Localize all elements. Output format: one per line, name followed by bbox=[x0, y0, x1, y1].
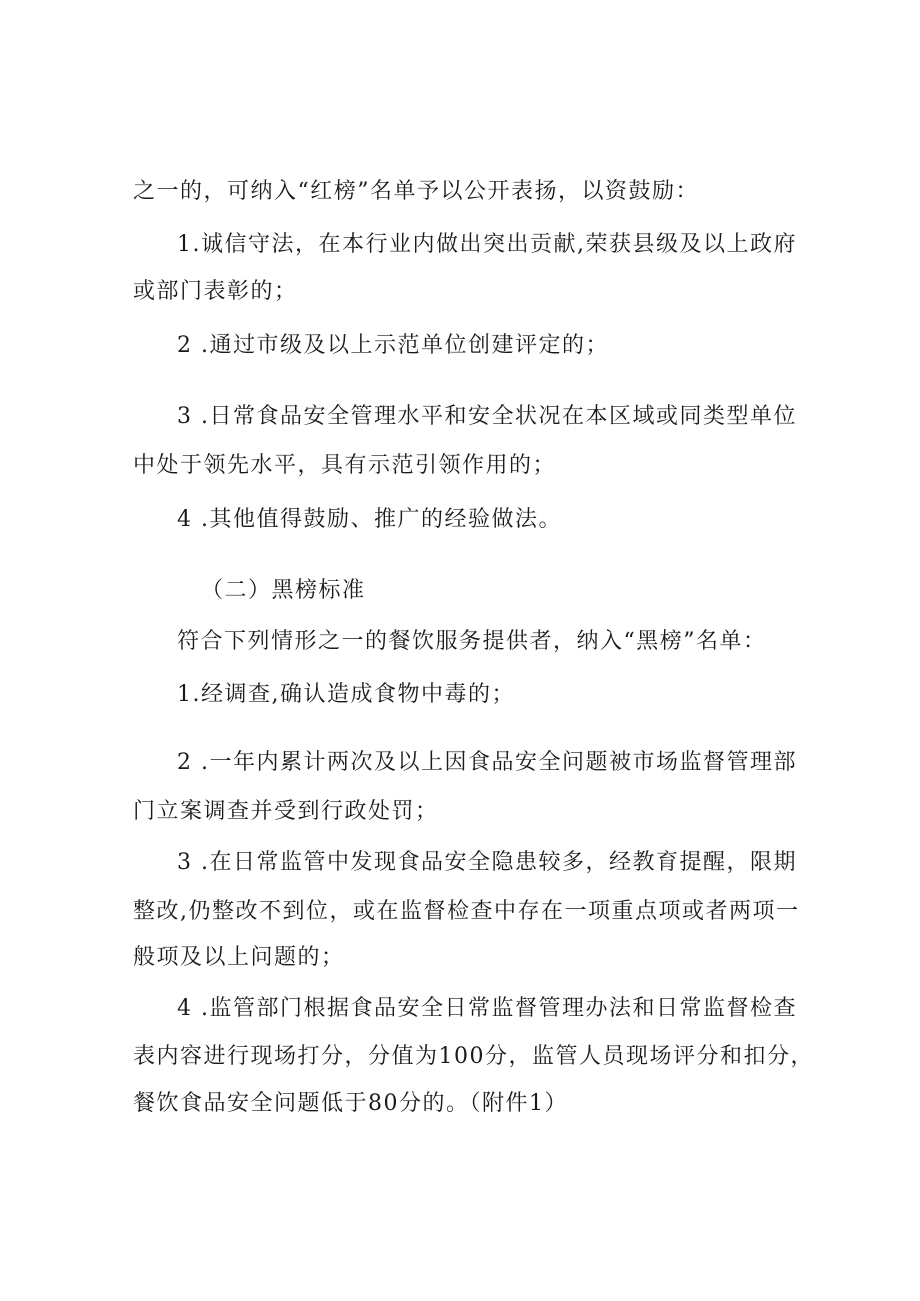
paragraph-line: 门立案调查并受到行政处罚； bbox=[133, 799, 439, 824]
paragraph-line: 4 .监管部门根据食品安全日常监督管理办法和日常监督检查 bbox=[177, 996, 797, 1021]
paragraph-line: 1.诚信守法，在本行业内做出突出贡献,荣获县级及以上政府 bbox=[177, 232, 797, 257]
paragraph-line: 4 .其他值得鼓励、推广的经验做法。 bbox=[177, 507, 562, 532]
paragraph-line: 整改,仍整改不到位，或在监督检查中存在一项重点项或者两项一 bbox=[133, 899, 800, 924]
paragraph-line: 或部门表彰的； bbox=[133, 279, 298, 304]
paragraph-line: 餐饮食品安全问题低于80分的。（附件1） bbox=[133, 1091, 568, 1116]
paragraph-line: 之一的，可纳入“红榜”名单予以公开表扬，以资鼓励： bbox=[133, 179, 699, 204]
section-heading: （二）黑榜标准 bbox=[201, 578, 366, 603]
paragraph-line: 2 .一年内累计两次及以上因食品安全问题被市场监督管理部 bbox=[177, 750, 797, 775]
paragraph-line: 般项及以上问题的； bbox=[133, 945, 345, 970]
paragraph-line: 2 .通过市级及以上示范单位创建评定的； bbox=[177, 333, 609, 358]
paragraph-line: 符合下列情形之一的餐饮服务提供者，纳入“黑榜”名单： bbox=[177, 629, 767, 654]
paragraph-line: 3 .在日常监管中发现食品安全隐患较多，经教育提醒，限期 bbox=[177, 850, 797, 875]
paragraph-line: 表内容进行现场打分，分值为100分，监管人员现场评分和扣分， bbox=[133, 1044, 814, 1069]
paragraph-line: 3 .日常食品安全管理水平和安全状况在本区域或同类型单位 bbox=[177, 404, 797, 429]
paragraph-line: 1.经调查,确认造成食物中毒的； bbox=[177, 682, 515, 707]
paragraph-line: 中处于领先水平，具有示范引领作用的； bbox=[133, 453, 557, 478]
